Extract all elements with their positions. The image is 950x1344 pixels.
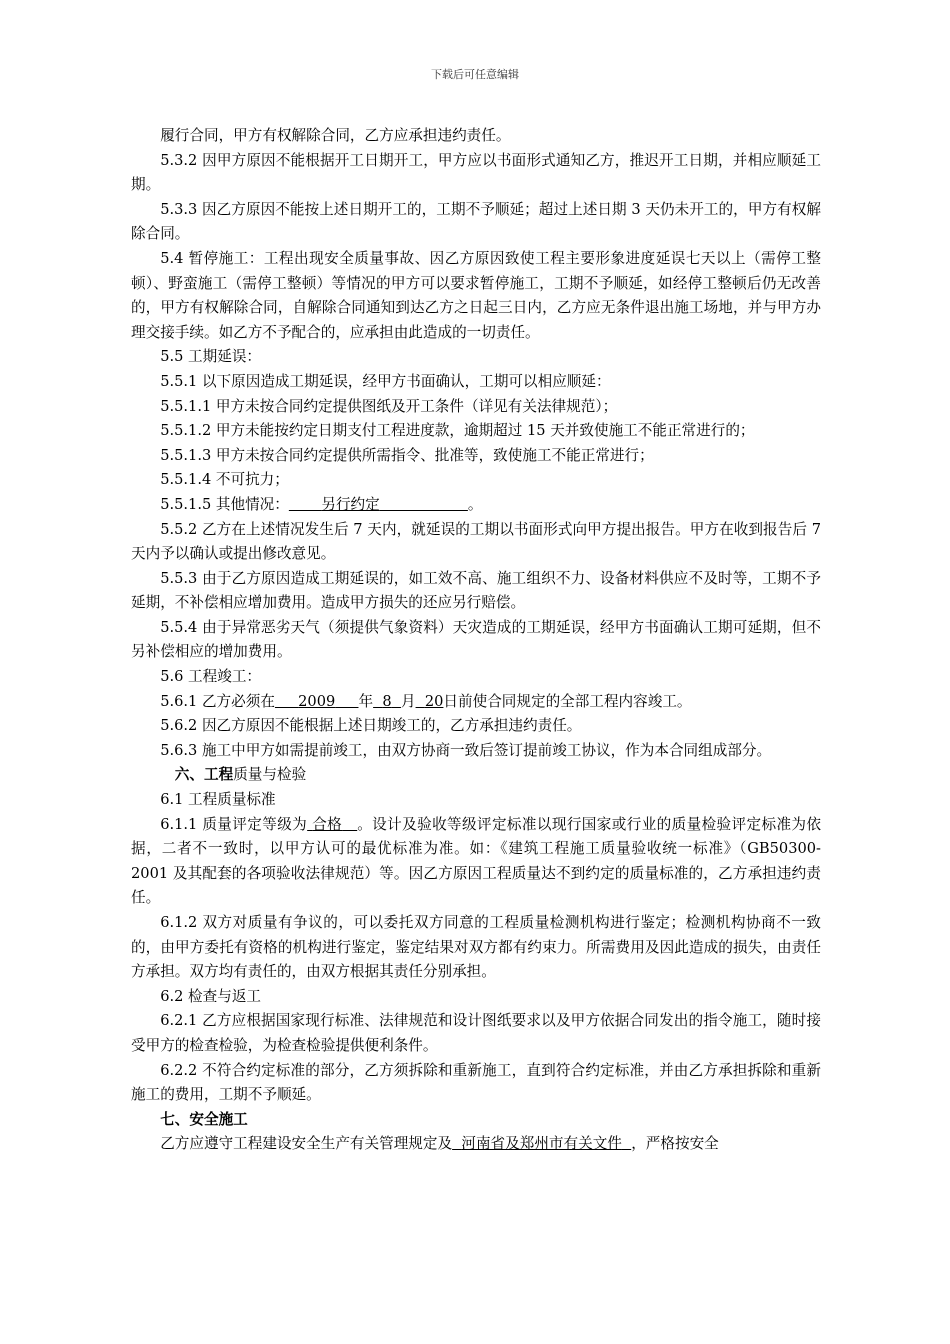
document-body: [131, 124, 821, 1157]
paragraph: 5.6.3 施工中甲方如需提前竣工，由双方协商一致后签订提前竣工协议，作为本合同组成部分。: [160, 741, 772, 759]
section-heading-7: 七、安全施工: [160, 1110, 248, 1128]
text: ，严格按安全: [631, 1135, 719, 1153]
paragraph: 6.2.1 乙方应根据国家现行标准、法律规范和设计图纸要求以及甲方依据合同发出的指令施工，随时接受甲方的检查检验，为检查检验提供便利条件。: [131, 1012, 821, 1054]
fill-in-grade: 合格: [312, 815, 343, 833]
text: 六、工程: [174, 766, 234, 784]
paragraph: 履行合同，甲方有权解除合同，乙方应承担违约责任。: [160, 127, 511, 144]
text: 。: [467, 495, 483, 513]
paragraph: 6.1.2 双方对质量有争议的，可以委托双方同意的工程质量检测机构进行鉴定；检测机构协商不一致的，由甲方委托有资格的机构进行鉴定，鉴定结果对双方都有约束力。所需费用及因此造成的损失，由责任方承担。双方均有责任的，由双方根据其责任分别承担。: [131, 914, 821, 981]
paragraph: 6.2.2 不符合约定标准的部分，乙方须拆除和重新施工，直到符合约定标准，并由乙方承担拆除和重新施工的费用，工期不予顺延。: [131, 1061, 821, 1104]
text: 月: [400, 692, 416, 710]
paragraph-safety: [131, 1132, 821, 1157]
text: 。设计及验收等级评定标准以现行国家或行业的质量检验评定标准为依据，二者不一致时，以甲方认可的最优标准为准。如：《建筑工程施工质量验收统一标准》（GB50300-2001 及其配套的各项验收法律规范）等。因乙方原因工程质量达不到约定的质量标准的，乙方承担违约责任。: [131, 815, 821, 907]
paragraph: 5.5.1.3 甲方未按合同约定提供所需指令、批准等，致使施工不能正常进行；: [160, 446, 654, 464]
fill-in-day: 20: [424, 692, 444, 710]
section-heading-6: [131, 763, 821, 788]
text: 5.5.1.5 其他情况：: [160, 495, 289, 513]
paragraph: 5.5.1.1 甲方未按合同约定提供图纸及开工条件（详见有关法律规范）；: [160, 397, 618, 415]
fill-in-month: 8: [382, 692, 392, 710]
text: 质量与检验: [233, 766, 307, 784]
paragraph: 6.1 工程质量标准: [160, 791, 276, 809]
paragraph: 5.3.2 因甲方原因不能根据开工日期开工，甲方应以书面形式通知乙方，推迟开工日期，并相应顺延工期。: [131, 151, 821, 194]
text: 日前使合同规定的全部工程内容竣工。: [443, 692, 692, 710]
paragraph: 5.5.1.2 甲方未能按约定日期支付工程进度款，逾期超过 15 天并致使施工不能正常进行的；: [160, 422, 755, 440]
paragraph: 6.2 检查与返工: [160, 987, 262, 1005]
fill-in-regulations: 河南省及郑州市有关文件: [461, 1135, 622, 1153]
paragraph: 5.6 工程竣工：: [160, 668, 262, 686]
paragraph: 5.5.4 由于异常恶劣天气（须提供气象资料）天灾造成的工期延误，经甲方书面确认工期可延期，但不另补偿相应的增加费用。: [131, 618, 821, 661]
paragraph: 5.5.2 乙方在上述情况发生后 7 天内，就延误的工期以书面形式向甲方提出报告。甲方在收到报告后 7 天内予以确认或提出修改意见。: [131, 520, 821, 563]
text: 5.6.1 乙方必须在: [160, 692, 275, 710]
text: 乙方应遵守工程建设安全生产有关管理规定及: [160, 1135, 453, 1153]
text: 6.1.1 质量评定等级为: [160, 815, 308, 833]
paragraph: 5.3.3 因乙方原因不能按上述日期开工的，工期不予顺延；超过上述日期 3 天仍未开工的，甲方有权解除合同。: [131, 200, 821, 243]
fill-in-year: 2009: [298, 692, 336, 710]
paragraph-quality-grade: [131, 813, 821, 911]
page-header: 下载后可任意编辑: [431, 68, 519, 81]
paragraph: 5.5 工期延误：: [160, 348, 262, 366]
paragraph: 5.5.1 以下原因造成工期延误，经甲方书面确认，工期可以相应顺延：: [160, 372, 611, 390]
paragraph: 5.6.2 因乙方原因不能根据上述日期竣工的，乙方承担违约责任。: [160, 717, 582, 735]
paragraph: 5.4 暂停施工：工程出现安全质量事故、因乙方原因致使工程主要形象进度延误七天以上（需停工整顿）、野蛮施工（需停工整顿）等情况的甲方可以要求暂停施工，工期不予顺延，如经停工整顿后仍无改善的，甲方有权解除合同，自解除合同通知到达乙方之日起三日内，乙方应无条件退出施工场地，并与甲方办理交接手续。如乙方不予配合的，应承担由此造成的一切责任。: [131, 249, 821, 341]
paragraph: 5.5.3 由于乙方原因造成工期延误的，如工效不高、施工组织不力、设备材料供应不及时等，工期不予延期，不补偿相应增加费用。造成甲方损失的还应另行赔偿。: [131, 569, 821, 612]
text: 年: [358, 692, 374, 710]
paragraph: 5.5.1.4 不可抗力；: [160, 471, 289, 489]
paragraph-completion-date: [131, 690, 821, 715]
paragraph-other-cases: [131, 493, 821, 518]
fill-in-blank: 另行约定: [321, 495, 380, 513]
